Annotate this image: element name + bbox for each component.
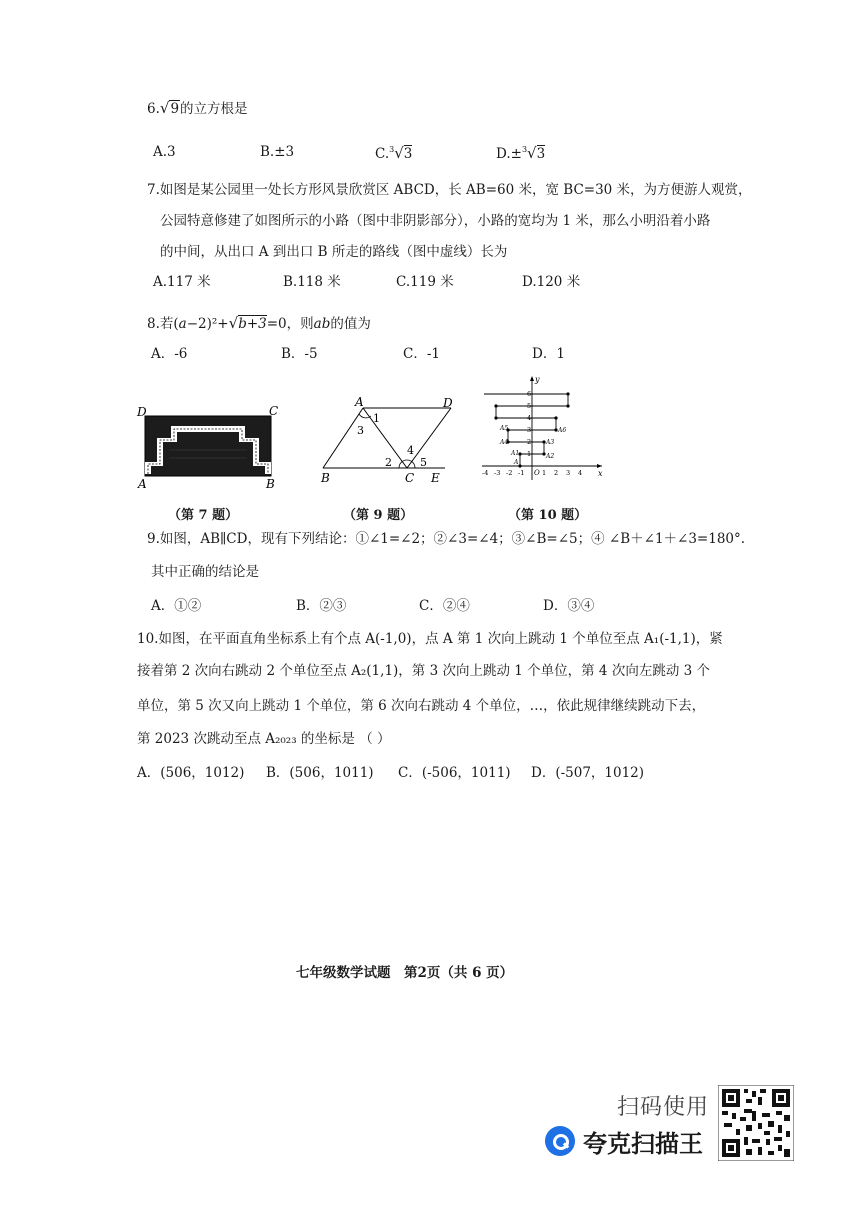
q8-part: =0，则 bbox=[266, 316, 314, 332]
q6-option-b: B.±3 bbox=[260, 144, 295, 160]
q9-option-c: C．②④ bbox=[419, 598, 470, 614]
figure-9-caption: （第 9 题） bbox=[343, 508, 414, 523]
q10-option-c: C．(-506，1011) bbox=[398, 765, 511, 781]
point-label: A2 bbox=[546, 453, 555, 460]
sqrt-sign: √ bbox=[159, 99, 170, 117]
fig9-label-c: C bbox=[405, 471, 415, 485]
q7-line2: 公园特意修建了如图所示的小路（图中非阴影部分），小路的宽均为 1 米，那么小明沿着小路 bbox=[160, 213, 711, 229]
fig9-angle-1: 1 bbox=[373, 412, 380, 425]
q9-line2: 其中正确的结论是 bbox=[151, 564, 259, 580]
q9-option-a: A．①② bbox=[151, 598, 202, 614]
tick-label: 2 bbox=[554, 469, 559, 477]
q10-option-b: B．(506，1011) bbox=[266, 765, 374, 781]
q8-part: 的值为 bbox=[330, 316, 371, 332]
fig10-origin: O bbox=[534, 469, 540, 477]
q6-option-c-label: C. bbox=[375, 146, 390, 162]
q6-option-d bbox=[496, 146, 545, 162]
q10-line3: 单位，第 5 次又向上跳动 1 个单位，第 6 次向右跳动 4 个单位，…，依此规律继续跳动下去， bbox=[137, 698, 706, 714]
figure-7-caption: （第 7 题） bbox=[168, 508, 239, 523]
q7-option-b: B.118 米 bbox=[283, 274, 341, 290]
q6-radicand: 9 bbox=[170, 101, 180, 117]
cube-root-sign: $^3$√ bbox=[521, 144, 537, 162]
q8-option-d: D．1 bbox=[532, 346, 565, 362]
point-label: A3 bbox=[546, 439, 555, 446]
q8-radicand: b+3 bbox=[238, 316, 267, 332]
q8-part: −2)²+ bbox=[186, 316, 229, 332]
q9-option-b: B．②③ bbox=[296, 598, 347, 614]
q9-option-d: D．③④ bbox=[543, 598, 595, 614]
fig7-label-d: D bbox=[137, 405, 147, 419]
tick-label: 6 bbox=[527, 390, 532, 398]
q8-part: 8.若( bbox=[147, 316, 179, 332]
figure-9 bbox=[315, 392, 465, 492]
tick-label: -2 bbox=[506, 469, 513, 477]
q6-option-a: A.3 bbox=[153, 144, 176, 160]
q7-option-c: C.119 米 bbox=[396, 274, 454, 290]
sqrt-sign: √ bbox=[228, 314, 239, 332]
q6-suffix: 的立方根是 bbox=[180, 101, 248, 117]
q6-option-c bbox=[375, 146, 412, 162]
q8-option-a: A．-6 bbox=[151, 346, 188, 362]
fig10-x-label: x bbox=[598, 469, 603, 478]
q8-stem bbox=[147, 316, 371, 332]
figure-10-caption: （第 10 题） bbox=[508, 508, 588, 523]
q7-option-d: D.120 米 bbox=[522, 274, 581, 290]
fig10-y-ticks bbox=[527, 390, 531, 458]
point-label: A bbox=[514, 459, 519, 466]
tick-label: 1 bbox=[527, 450, 532, 458]
q6-option-d-radicand: 3 bbox=[536, 146, 546, 162]
tick-label: 4 bbox=[578, 469, 583, 477]
fig7-label-b: B bbox=[266, 477, 275, 491]
q7-line1: 7.如图是某公园里一处长方形风景欣赏区 ABCD，长 AB=60 米，宽 BC=30 米，为方便游人观赏， bbox=[147, 182, 752, 198]
q6-stem bbox=[147, 101, 248, 117]
q7-option-a: A.117 米 bbox=[153, 274, 211, 290]
fig7-label-a: A bbox=[138, 477, 147, 491]
page-footer: 七年级数学试题 第2页（共 6 页） bbox=[296, 965, 514, 981]
fig10-y-label: y bbox=[535, 375, 540, 384]
tick-label: 3 bbox=[566, 469, 571, 477]
tick-label: 2 bbox=[527, 438, 532, 446]
q6-number: 6. bbox=[147, 101, 160, 117]
tick-label: -1 bbox=[518, 469, 525, 477]
q10-option-a: A．(506，1012) bbox=[137, 765, 245, 781]
fig9-angle-3: 3 bbox=[357, 424, 364, 437]
cube-root-sign: $^3$√ bbox=[389, 144, 404, 162]
tick-label: 3 bbox=[527, 426, 532, 434]
fig9-label-a: A bbox=[355, 395, 364, 409]
point-label: A1 bbox=[511, 450, 520, 457]
q8-option-c: C．-1 bbox=[403, 346, 440, 362]
q8-var-a: a bbox=[178, 316, 187, 332]
figure-10 bbox=[478, 372, 608, 492]
scan-to-use-label: 扫码使用 bbox=[617, 1095, 710, 1120]
tick-label: -4 bbox=[482, 469, 489, 477]
point-label: A5 bbox=[500, 425, 509, 432]
q10-option-d: D．(-507，1012) bbox=[531, 765, 645, 781]
figure-7 bbox=[135, 402, 285, 492]
q8-var-ab: ab bbox=[313, 316, 331, 332]
q7-line3: 的中间，从出口 A 到出口 B 所走的路线（图中虚线）长为 bbox=[160, 244, 508, 260]
fig9-label-e: E bbox=[431, 471, 440, 485]
fig9-angle-2: 2 bbox=[385, 456, 392, 469]
q6-option-d-label: D.± bbox=[496, 146, 522, 162]
q10-line2: 接着第 2 次向右跳动 2 个单位至点 A₂(1,1)，第 3 次向上跳动 1 个单位，第 4 次向左跳动 3 个 bbox=[137, 663, 710, 679]
fig7-label-c: C bbox=[269, 404, 279, 418]
tick-label: 5 bbox=[527, 402, 532, 410]
q10-line4: 第 2023 次跳动至点 A₂₀₂₃ 的坐标是 （ ） bbox=[137, 731, 391, 747]
qr-code-icon[interactable] bbox=[718, 1085, 794, 1161]
tick-label: 1 bbox=[542, 469, 547, 477]
q8-option-b: B．-5 bbox=[281, 346, 318, 362]
fig9-angle-4: 4 bbox=[407, 444, 414, 457]
quark-logo-icon bbox=[545, 1126, 575, 1156]
tick-label: -3 bbox=[494, 469, 501, 477]
fig9-label-b: B bbox=[321, 471, 330, 485]
q9-line1: 9.如图，AB∥CD，现有下列结论：①∠1=∠2；②∠3=∠4；③∠B=∠5；④ ∠B＋∠1＋∠3=180°. bbox=[147, 531, 746, 547]
point-label: A4 bbox=[500, 439, 509, 446]
q6-option-c-radicand: 3 bbox=[403, 146, 413, 162]
q10-line1: 10.如图，在平面直角坐标系上有个点 A(-1,0)，点 A 第 1 次向上跳动 1 个单位至点 A₁(-1,1)，紧 bbox=[137, 631, 723, 647]
tick-label: 4 bbox=[527, 414, 532, 422]
fig9-label-d: D bbox=[443, 396, 453, 410]
brand-name: 夸克扫描王 bbox=[583, 1130, 703, 1158]
fig9-angle-5: 5 bbox=[420, 456, 427, 469]
point-label: A6 bbox=[558, 427, 567, 434]
